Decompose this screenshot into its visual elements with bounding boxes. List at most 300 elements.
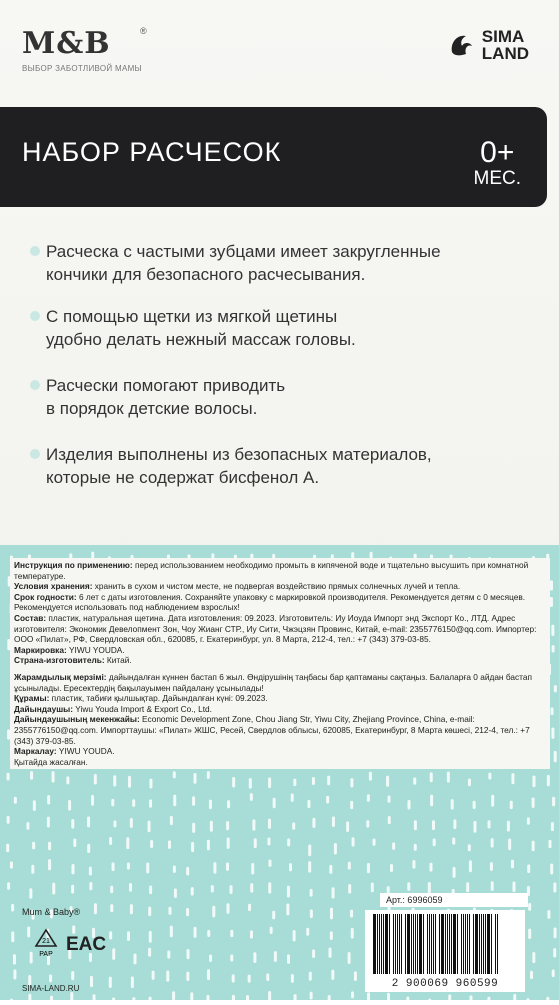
- pattern-dash: [27, 926, 30, 937]
- pattern-dash: [168, 840, 171, 848]
- recycle-icon: [34, 928, 58, 958]
- pattern-dash: [287, 886, 290, 898]
- pattern-dash: [71, 864, 74, 874]
- barcode-bar: [395, 914, 396, 974]
- pattern-dash: [32, 842, 35, 850]
- pattern-dash: [168, 907, 171, 915]
- pattern-dash: [329, 947, 332, 957]
- pattern-dash: [232, 974, 235, 982]
- pattern-dash: [547, 775, 550, 786]
- pattern-dash: [150, 840, 153, 848]
- pattern-dash: [550, 863, 553, 874]
- pattern-dash: [187, 949, 190, 959]
- pattern-dash: [149, 997, 152, 1005]
- pattern-dash: [173, 771, 176, 778]
- pattern-dash: [430, 772, 433, 782]
- pattern-dash: [230, 885, 233, 894]
- pattern-dash: [392, 842, 395, 850]
- pattern-dash: [528, 903, 531, 911]
- pattern-dash: [207, 969, 210, 980]
- age-number: 0+: [480, 136, 515, 169]
- pattern-dash: [167, 950, 170, 958]
- pattern-dash: [308, 861, 311, 873]
- pattern-dash: [274, 951, 277, 962]
- pattern-dash: [206, 995, 209, 1005]
- barcode: [365, 910, 525, 992]
- site-url: SIMA-LAND.RU: [22, 984, 80, 993]
- barcode-bar: [399, 914, 400, 974]
- pattern-dash: [130, 818, 133, 828]
- pattern-dash: [148, 821, 151, 833]
- land-word: LAND: [481, 44, 529, 63]
- barcode-bar: [431, 914, 432, 974]
- pattern-dash: [294, 994, 297, 1002]
- pattern-dash: [430, 863, 433, 872]
- pattern-dash: [13, 954, 16, 965]
- pattern-dash: [47, 817, 50, 828]
- pattern-dash: [551, 707, 554, 715]
- pattern-dash: [146, 862, 149, 873]
- pattern-dash: [68, 800, 71, 811]
- barcode-bar: [389, 914, 390, 974]
- pattern-dash: [174, 888, 177, 898]
- pattern-dash: [332, 816, 335, 827]
- pattern-dash: [31, 865, 34, 874]
- pattern-dash: [49, 974, 52, 982]
- pattern-dash: [186, 972, 189, 981]
- pattern-dash: [469, 995, 472, 1004]
- info-label: Инструкция по применению:: [14, 560, 133, 570]
- pattern-dash: [452, 837, 455, 844]
- info-label: Маркировка:: [14, 644, 67, 655]
- pattern-dash: [268, 819, 271, 829]
- pattern-dash: [326, 796, 329, 804]
- pattern-dash: [190, 992, 193, 1004]
- pattern-dash: [552, 797, 555, 807]
- barcode-bar: [401, 914, 402, 974]
- pattern-dash: [551, 822, 554, 831]
- pattern-dash: [468, 844, 471, 851]
- pattern-dash: [286, 904, 289, 916]
- pattern-dash: [191, 842, 194, 852]
- pattern-dash: [412, 860, 415, 869]
- feature-text-line: кончики для безопасного расчесывания.: [46, 265, 366, 284]
- pattern-dash: [29, 888, 32, 899]
- pattern-dash: [30, 952, 33, 964]
- pattern-dash: [149, 799, 152, 807]
- info-russian: [14, 560, 546, 666]
- pattern-dash: [367, 794, 370, 802]
- pattern-dash: [430, 795, 433, 807]
- barcode-bar: [457, 914, 458, 974]
- pattern-dash: [194, 927, 197, 938]
- feature-bullet: [46, 374, 516, 420]
- pattern-dash: [287, 954, 290, 964]
- pattern-dash: [388, 816, 391, 824]
- pattern-dash: [131, 976, 134, 988]
- pattern-dash: [312, 777, 315, 785]
- bullet-dot-icon: [30, 246, 40, 256]
- pattern-dash: [348, 952, 351, 964]
- pattern-dash: [186, 867, 189, 876]
- pattern-dash: [110, 904, 113, 912]
- info-text: хранить в сухом и чистом месте, не подвергая воздействию прямых солнечных лучей и тепла.: [92, 581, 461, 592]
- pattern-dash: [230, 954, 233, 961]
- pattern-dash: [291, 974, 294, 983]
- pattern-dash: [488, 773, 491, 780]
- pattern-dash: [70, 992, 73, 1002]
- info-label: Условия хранения:: [14, 581, 93, 592]
- feature-text-line: которые не содержат бисфенол А.: [46, 468, 320, 487]
- info-text: перед использованием необходимо промыть в кипяченой воде и тщательно высушить при комнатной температуре.: [14, 560, 529, 581]
- pattern-dash: [491, 838, 494, 847]
- info-text: Қытайда жасалған.: [14, 756, 88, 767]
- pattern-dash: [473, 801, 476, 809]
- barcode-bar: [469, 914, 470, 974]
- barcode-bar: [475, 914, 478, 974]
- pattern-dash: [192, 823, 195, 833]
- pattern-dash: [526, 998, 529, 1005]
- pattern-dash: [373, 839, 376, 846]
- pattern-dash: [7, 773, 10, 781]
- pattern-dash: [466, 882, 469, 892]
- pattern-dash: [110, 886, 113, 894]
- barcode-bar: [449, 914, 450, 974]
- info-label: Страна-изготовитель:: [14, 655, 105, 666]
- pattern-dash: [172, 991, 175, 1000]
- pattern-dash: [513, 994, 516, 1003]
- pattern-dash: [193, 773, 196, 784]
- pattern-dash: [309, 972, 312, 981]
- pattern-dash: [166, 971, 169, 982]
- pattern-dash: [26, 822, 29, 830]
- pattern-dash: [48, 842, 51, 851]
- pattern-dash: [507, 821, 510, 832]
- pattern-dash: [327, 776, 330, 786]
- pattern-dash: [7, 882, 10, 890]
- pattern-dash: [111, 799, 114, 807]
- info-paragraph: [14, 581, 546, 592]
- info-text: пластик, табиғи қылшықтар. Дайындалған күні: 09.2023.: [49, 693, 268, 704]
- bullet-dot-icon: [30, 449, 40, 459]
- pattern-dash: [113, 820, 116, 827]
- feature-text-line: удобно делать нежный массаж головы.: [46, 330, 356, 349]
- eac-mark-icon: [66, 932, 107, 955]
- pattern-dash: [152, 971, 155, 980]
- title-band: [0, 107, 547, 207]
- pattern-dash: [113, 775, 116, 786]
- pattern-dash: [14, 797, 17, 804]
- info-paragraph: [14, 655, 546, 666]
- barcode-bar: [467, 914, 468, 974]
- barcode-bar: [463, 914, 464, 974]
- pattern-dash: [554, 685, 557, 692]
- pattern-dash: [272, 911, 275, 920]
- pattern-dash: [6, 844, 9, 853]
- pattern-dash: [33, 800, 36, 811]
- pattern-dash: [547, 910, 550, 919]
- pattern-dash: [331, 970, 334, 980]
- pattern-dash: [469, 860, 472, 872]
- barcode-bar: [479, 914, 480, 974]
- pattern-dash: [428, 882, 431, 894]
- pattern-dash: [227, 837, 230, 848]
- pattern-dash: [71, 971, 74, 980]
- pattern-dash: [112, 948, 115, 960]
- info-label: Срок годности:: [14, 591, 77, 602]
- bullet-dot-icon: [30, 380, 40, 390]
- barcode-bar: [445, 914, 446, 974]
- info-label: Жарамдылық мерзімі:: [14, 671, 107, 682]
- pattern-dash: [328, 995, 331, 1005]
- pattern-dash: [71, 885, 74, 894]
- info-label: Құрамы:: [14, 693, 50, 704]
- pattern-dash: [267, 837, 270, 845]
- pattern-dash: [532, 797, 535, 807]
- pattern-dash: [306, 928, 309, 936]
- mum-baby-brand: Mum & Baby®: [22, 907, 81, 917]
- pattern-dash: [350, 778, 353, 787]
- pattern-dash: [227, 903, 230, 914]
- pattern-dash: [250, 930, 253, 938]
- pattern-dash: [94, 903, 97, 914]
- pattern-dash: [407, 882, 410, 891]
- barcode-bar: [377, 914, 378, 974]
- pattern-dash: [546, 997, 549, 1005]
- pattern-dash: [28, 994, 31, 1005]
- brand-tagline: ВЫБОР ЗАБОТЛИВОЙ МАМЫ: [22, 64, 142, 73]
- pattern-dash: [128, 776, 131, 788]
- pattern-dash: [448, 994, 451, 1001]
- feature-bullet: [46, 240, 516, 286]
- barcode-number: 2 900069 960599: [391, 978, 499, 990]
- pattern-dash: [508, 839, 511, 851]
- pattern-dash: [246, 995, 249, 1004]
- pattern-dash: [512, 881, 515, 892]
- pattern-dash: [386, 776, 389, 787]
- pattern-dash: [312, 818, 315, 828]
- pattern-dash: [130, 904, 133, 914]
- barcode-bar: [411, 914, 412, 974]
- pattern-dash: [488, 820, 491, 828]
- pattern-dash: [390, 864, 393, 872]
- pattern-dash: [94, 774, 97, 785]
- pattern-dash: [126, 837, 129, 849]
- pattern-dash: [532, 841, 535, 852]
- pattern-dash: [308, 844, 311, 856]
- feature-text-line: Расческа с частыми зубцами имеет закругленные: [46, 242, 441, 261]
- info-paragraph: [14, 746, 546, 757]
- pattern-dash: [292, 822, 295, 829]
- pattern-dash: [447, 772, 450, 783]
- pattern-dash: [270, 927, 273, 934]
- recycle-number: 21: [42, 938, 50, 945]
- info-paragraph: [14, 693, 546, 704]
- pattern-dash: [253, 952, 256, 963]
- barcode-bar: [397, 914, 398, 974]
- pattern-dash: [250, 883, 253, 892]
- info-paragraph: [14, 714, 546, 746]
- pattern-dash: [212, 906, 215, 918]
- pattern-dash: [251, 863, 254, 874]
- barcode-bar: [451, 914, 452, 974]
- pattern-dash: [268, 882, 271, 893]
- info-paragraph: [14, 704, 546, 715]
- pattern-dash: [109, 837, 112, 845]
- pattern-dash: [30, 771, 33, 780]
- pattern-dash: [530, 971, 533, 979]
- certification-icons: [34, 928, 107, 958]
- pattern-dash: [528, 929, 531, 939]
- info-text: YIWU YOUDA.: [66, 644, 125, 655]
- barcode-bar: [381, 914, 382, 974]
- pattern-dash: [226, 862, 229, 871]
- pattern-dash: [348, 862, 351, 870]
- pattern-dash: [149, 886, 152, 895]
- age-unit: МЕС.: [473, 168, 521, 189]
- pattern-dash: [273, 798, 276, 809]
- barcode-bar: [407, 914, 410, 974]
- recycle-code: PAP: [39, 951, 53, 958]
- pattern-dash: [511, 860, 514, 869]
- barcode-bar: [423, 914, 424, 974]
- info-paragraph: [14, 613, 546, 645]
- info-text: Yiwu Youda Import & Export Co., Ltd.: [72, 703, 212, 714]
- pattern-dash: [330, 931, 333, 940]
- pattern-dash: [407, 800, 410, 810]
- pattern-dash: [334, 843, 337, 855]
- bullet-dot-icon: [30, 311, 40, 321]
- pattern-dash: [451, 799, 454, 810]
- age-badge: [474, 137, 522, 189]
- feature-text-line: в порядок детские волосы.: [46, 399, 258, 418]
- pattern-dash: [252, 819, 255, 830]
- feature-bullet: [46, 305, 516, 351]
- pattern-dash: [491, 795, 494, 807]
- pattern-dash: [527, 864, 530, 873]
- barcode-bar: [485, 914, 486, 974]
- pattern-dash: [230, 930, 233, 937]
- pattern-dash: [551, 727, 554, 738]
- barcode-bar: [435, 914, 436, 974]
- barcode-bar: [461, 914, 462, 974]
- barcode-bar: [447, 914, 448, 974]
- pattern-dash: [491, 881, 494, 891]
- pattern-dash: [89, 882, 92, 890]
- barcode-bar: [427, 914, 428, 974]
- pattern-dash: [348, 884, 351, 894]
- barcode-bar: [491, 914, 492, 974]
- pattern-dash: [207, 771, 210, 779]
- pattern-dash: [71, 819, 74, 829]
- pattern-dash: [428, 999, 431, 1005]
- info-label: Дайындаушының мекенжайы:: [14, 714, 140, 725]
- pattern-dash: [170, 926, 173, 938]
- pattern-dash: [7, 816, 10, 824]
- pattern-dash: [552, 970, 555, 978]
- info-text: пластик, натуральная щетина. Дата изготовления: 09.2023. Изготовитель: Иу Иоуда Импорт энд Экспорт Ко., ЛТД. Адрес изготовителя: Экономик Девелопмент Зон, Чоу Жианг СТР., Иу Сити, Чжэцзян Провинс, Китай, e-mail: 2355776150@qq.com. Импортер: ООО «Пилат», РФ, Свердловская обл., 620085, г. Екатеринбург, ул. 8 Марта, 212-4, тел.: +7 (343) 379-03-85.: [14, 612, 537, 645]
- pattern-dash: [510, 801, 513, 810]
- pattern-dash: [367, 863, 370, 873]
- sima-land-icon: [446, 30, 476, 60]
- info-text: дайындалған күннен бастап 6 жыл. Өндірушінің таңбасы бар қаптаманы сақтаңыз. Балаларға 0 айдан бастап ұсынылады. Ересектердің бақылауымен пайдалану ұсынылады!: [14, 671, 532, 693]
- pattern-dash: [127, 931, 130, 941]
- info-text: Китай.: [104, 655, 132, 666]
- pattern-dash: [149, 779, 152, 789]
- article-number: Арт.: 6996059: [380, 893, 528, 907]
- sima-land-logo: [446, 28, 529, 62]
- pattern-dash: [553, 882, 556, 892]
- pattern-dash: [112, 862, 115, 871]
- pattern-dash: [11, 931, 14, 942]
- barcode-bar: [453, 914, 456, 974]
- pattern-dash: [232, 995, 235, 1004]
- pattern-dash: [310, 889, 313, 897]
- pattern-dash: [388, 796, 391, 803]
- pattern-dash: [369, 772, 372, 781]
- registered-mark: ®: [140, 26, 147, 36]
- pattern-dash: [50, 996, 53, 1005]
- barcode-bar: [373, 914, 376, 974]
- pattern-dash: [186, 908, 189, 916]
- barcode-bar: [413, 914, 414, 974]
- pattern-dash: [468, 779, 471, 787]
- barcode-bar: [405, 914, 406, 974]
- pattern-dash: [91, 795, 94, 806]
- barcode-bar: [473, 914, 474, 974]
- pattern-dash: [312, 949, 315, 958]
- pattern-dash: [87, 844, 90, 853]
- pattern-dash: [433, 838, 436, 846]
- pattern-dash: [453, 819, 456, 829]
- pattern-dash: [527, 817, 530, 824]
- pattern-dash: [554, 751, 557, 763]
- pattern-dash: [248, 904, 251, 911]
- pattern-dash: [127, 863, 130, 870]
- barcode-bar: [393, 914, 394, 974]
- feature-text-line: С помощью щетки из мягкой щетины: [46, 307, 338, 326]
- pattern-dash: [132, 997, 135, 1005]
- barcode-bar: [495, 914, 496, 974]
- pattern-dash: [413, 777, 416, 784]
- info-label: Состав:: [14, 612, 47, 623]
- pattern-dash: [148, 907, 151, 917]
- pattern-dash: [291, 794, 294, 802]
- sima-word: SIMA: [481, 27, 525, 46]
- pattern-dash: [11, 904, 14, 912]
- pattern-dash: [414, 844, 417, 851]
- pattern-dash: [371, 883, 374, 893]
- feature-text-line: Расчески помогают приводить: [46, 376, 286, 395]
- barcode-bar: [379, 914, 380, 974]
- pattern-dash: [87, 816, 90, 827]
- pattern-dash: [332, 887, 335, 898]
- pattern-dash: [511, 773, 514, 784]
- feature-bullet: [46, 443, 516, 489]
- pattern-dash: [132, 799, 135, 807]
- pattern-dash: [432, 820, 435, 830]
- pattern-dash: [149, 931, 152, 943]
- info-paragraph: [14, 645, 546, 656]
- pattern-dash: [52, 771, 55, 782]
- pattern-dash: [10, 999, 13, 1005]
- pattern-dash: [330, 908, 333, 920]
- pattern-dash: [550, 597, 553, 607]
- barcode-bar: [419, 914, 422, 974]
- pattern-dash: [473, 821, 476, 833]
- pattern-dash: [170, 816, 173, 825]
- pattern-dash: [310, 909, 313, 918]
